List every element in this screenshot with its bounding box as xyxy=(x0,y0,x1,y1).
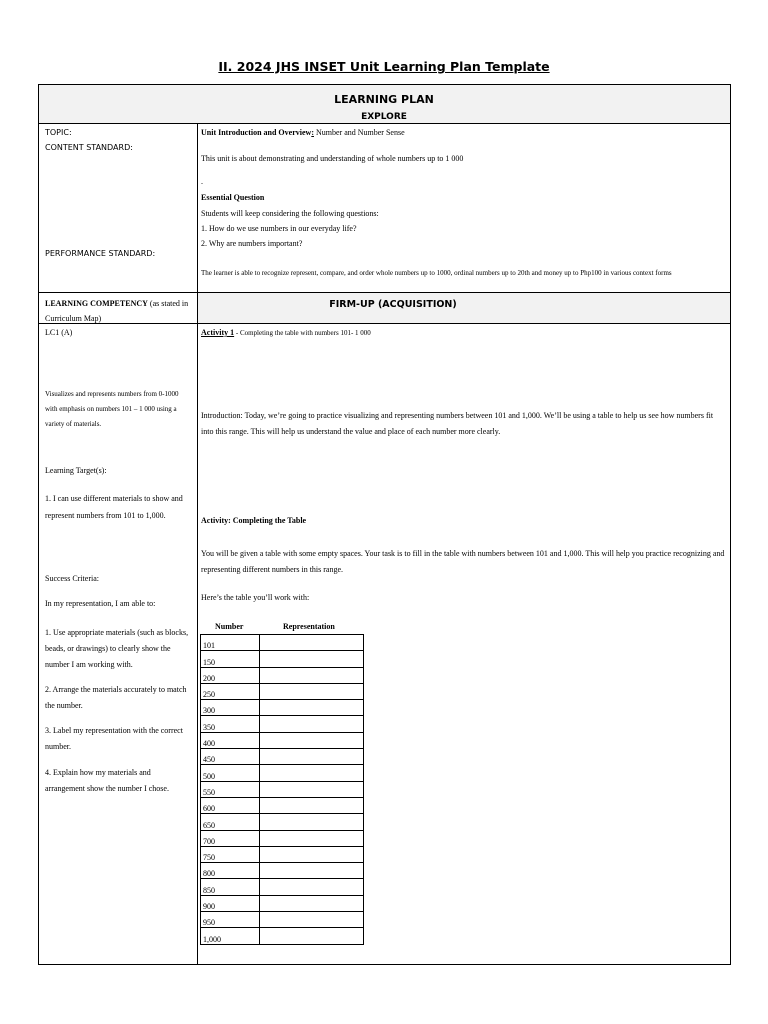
table-row xyxy=(201,651,364,667)
number-cell: 250 xyxy=(201,683,260,699)
explore-heading: EXPLORE xyxy=(361,112,407,122)
number-cell: 101 xyxy=(201,635,260,651)
table-row xyxy=(201,749,364,765)
table-row xyxy=(201,830,364,846)
representation-cell[interactable] xyxy=(260,716,364,732)
number-cell: 900 xyxy=(201,895,260,911)
representation-cell[interactable] xyxy=(260,879,364,895)
learning-plan-frame xyxy=(38,84,731,965)
representation-cell[interactable] xyxy=(260,912,364,928)
unit-about: This unit is about demonstrating and understanding of whole numbers up to 1 000 xyxy=(201,154,464,163)
number-cell: 200 xyxy=(201,667,260,683)
activity-instructions: You will be given a table with some empty spaces. Your task is to fill in the table with numbers between 101 and 1,000. This will help you practice recognizing and representing different numbers in this range. xyxy=(201,549,725,574)
number-cell: 550 xyxy=(201,781,260,797)
table-row xyxy=(201,912,364,928)
firmup-heading: FIRM-UP (ACQUISITION) xyxy=(329,299,457,310)
table-row xyxy=(201,765,364,781)
performance-standard-text: The learner is able to recognize represent, compare, and order whole numbers up to 1000, ordinal numbers up to 20th and money up to Php100 in various context forms xyxy=(201,269,672,277)
number-cell: 700 xyxy=(201,830,260,846)
table-row xyxy=(201,716,364,732)
activity-title: - Completing the table with numbers 101- 1 000 xyxy=(234,329,371,337)
lc-code: LC1 (A) xyxy=(45,328,73,337)
representation-cell[interactable] xyxy=(260,732,364,748)
number-cell: 1,000 xyxy=(201,928,260,944)
learning-targets-label: Learning Target(s): xyxy=(45,466,107,475)
representation-cell[interactable] xyxy=(260,700,364,716)
divider xyxy=(38,123,731,124)
unit-intro-line xyxy=(201,128,405,137)
competency-label-bold: LEARNING COMPETENCY xyxy=(45,299,148,308)
representation-cell[interactable] xyxy=(260,765,364,781)
representation-cell[interactable] xyxy=(260,846,364,862)
representation-cell[interactable] xyxy=(260,635,364,651)
representation-cell[interactable] xyxy=(260,651,364,667)
table-row xyxy=(201,667,364,683)
table-header-representation: Representation xyxy=(283,622,335,631)
number-cell: 600 xyxy=(201,797,260,813)
activity-label: Activity 1 xyxy=(201,328,235,337)
content-standard-label: CONTENT STANDARD: xyxy=(45,143,133,152)
representation-cell[interactable] xyxy=(260,797,364,813)
table-header-number: Number xyxy=(215,622,244,631)
table-row xyxy=(201,797,364,813)
number-cell: 150 xyxy=(201,651,260,667)
activity-title-line xyxy=(201,328,371,337)
competency-label-suffix: (as stated in Curriculum Map) xyxy=(45,299,189,323)
divider xyxy=(38,323,731,324)
unit-intro-value: Number and Number Sense xyxy=(313,128,405,137)
number-cell: 300 xyxy=(201,700,260,716)
criterion-3: 3. Label my representation with the correct number. xyxy=(45,726,183,751)
topic-label: TOPIC: xyxy=(45,128,72,137)
table-row xyxy=(201,879,364,895)
success-criteria-label: Success Criteria: xyxy=(45,574,99,583)
competency-label xyxy=(45,296,195,326)
representation-cell[interactable] xyxy=(260,895,364,911)
unit-intro-colon: : xyxy=(311,128,314,137)
success-criteria-intro: In my representation, I am able to: xyxy=(45,599,156,608)
number-cell: 500 xyxy=(201,765,260,781)
lc-description: Visualizes and represents numbers from 0-1000 with emphasis on numbers 101 – 1 000 using a variety of materials. xyxy=(45,390,179,428)
learning-target-1: 1. I can use different materials to show and represent numbers from 101 to 1,000. xyxy=(45,494,183,520)
activity-subheading: Activity: Completing the Table xyxy=(201,516,307,525)
representation-cell[interactable] xyxy=(260,830,364,846)
dot-text: . xyxy=(201,177,203,186)
table-row xyxy=(201,814,364,830)
table-row xyxy=(201,732,364,748)
criterion-1: 1. Use appropriate materials (such as blocks, beads, or drawings) to clearly show the number I am working with. xyxy=(45,628,189,669)
representation-table xyxy=(200,634,364,945)
number-cell: 450 xyxy=(201,749,260,765)
essential-question-label: Essential Question xyxy=(201,193,265,202)
unit-intro-label: Unit Introduction and Overview xyxy=(201,128,312,137)
representation-cell[interactable] xyxy=(260,814,364,830)
page-title: II. 2024 JHS INSET Unit Learning Plan Template xyxy=(218,59,550,74)
representation-cell[interactable] xyxy=(260,749,364,765)
number-cell: 400 xyxy=(201,732,260,748)
column-divider xyxy=(197,123,198,965)
number-cell: 950 xyxy=(201,912,260,928)
activity-intro: Introduction: Today, we’re going to practice visualizing and representing numbers between 101 and 1,000. We’ll be using a table to help us see how numbers fit into this range. This will help us understand the value and place of each number more clearly. xyxy=(201,411,714,436)
number-cell: 350 xyxy=(201,716,260,732)
table-row xyxy=(201,635,364,651)
number-cell: 750 xyxy=(201,846,260,862)
essential-question-intro: Students will keep considering the following questions: xyxy=(201,209,379,218)
criterion-2: 2. Arrange the materials accurately to match the number. xyxy=(45,685,187,710)
representation-cell[interactable] xyxy=(260,781,364,797)
table-row xyxy=(201,846,364,862)
essential-question-2: 2. Why are numbers important? xyxy=(201,239,303,248)
number-cell: 650 xyxy=(201,814,260,830)
essential-question-1: 1. How do we use numbers in our everyday life? xyxy=(201,224,357,233)
table-row xyxy=(201,700,364,716)
representation-cell[interactable] xyxy=(260,863,364,879)
table-row xyxy=(201,928,364,944)
criterion-4: 4. Explain how my materials and arrangement show the number I chose. xyxy=(45,768,169,793)
representation-cell[interactable] xyxy=(260,928,364,944)
number-cell: 800 xyxy=(201,863,260,879)
learning-plan-heading: LEARNING PLAN xyxy=(334,93,434,106)
table-row xyxy=(201,781,364,797)
number-cell: 850 xyxy=(201,879,260,895)
table-row xyxy=(201,895,364,911)
table-row xyxy=(201,683,364,699)
table-row xyxy=(201,863,364,879)
representation-cell[interactable] xyxy=(260,667,364,683)
table-intro: Here’s the table you’ll work with: xyxy=(201,593,310,602)
representation-cell[interactable] xyxy=(260,683,364,699)
performance-standard-label: PERFORMANCE STANDARD: xyxy=(45,249,156,258)
